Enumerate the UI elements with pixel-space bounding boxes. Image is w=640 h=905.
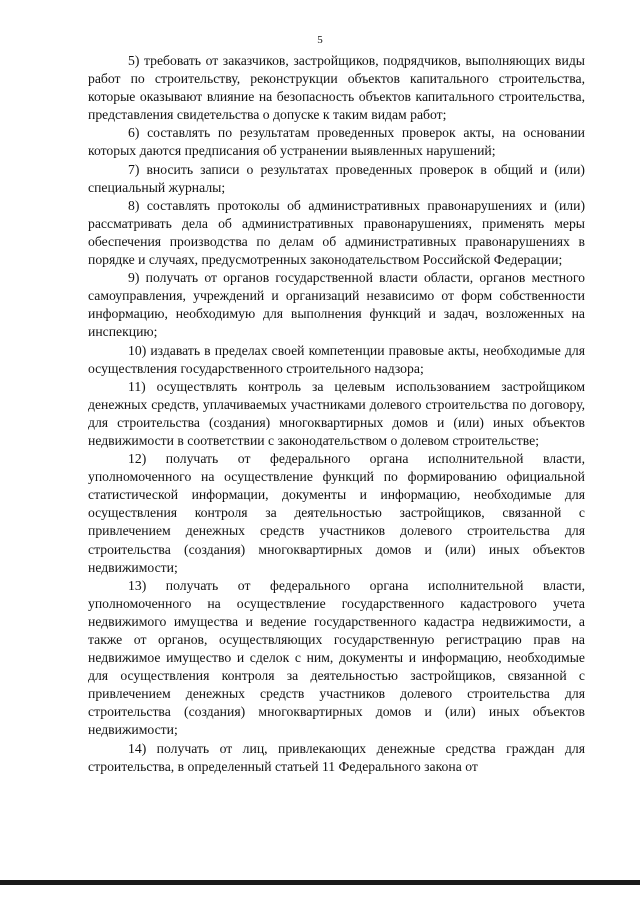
paragraph-item-6: 6) составлять по результатам проведенных проверок акты, на основании которых даются предписания об устранении выявленных нарушений;: [88, 125, 585, 159]
paragraph-item-12: 12) получать от федерального органа исполнительной власти, уполномоченного на осуществление функций по формированию официальной статистической информации, документы и информацию, необходимые для осуществления контроля за деятельностью застройщиков, связанной с привлечением денежных средств участников долевого строительства для строительства (создания) многоквартирных домов и (или) иных объектов недвижимости;: [88, 451, 585, 575]
document-body: [88, 52, 585, 776]
paragraph-item-7: 7) вносить записи о результатах проведенных проверок в общий и (или) специальный журналы;: [88, 161, 585, 195]
paragraph-item-9: 9) получать от органов государственной власти области, органов местного самоуправления, учреждений и организаций независимо от форм собственности информацию, необходимую для выполнения функций и задач, возложенных на инспекцию;: [88, 270, 585, 340]
paragraph-item-5: 5) требовать от заказчиков, застройщиков, подрядчиков, выполняющих виды работ по строительству, реконструкции объектов капитального строительства, которые оказывают влияние на безопасность объектов капитального строительства, представления свидетельства о допуске к таким видам работ;: [88, 53, 585, 123]
paragraph-item-13: 13) получать от федерального органа исполнительной власти, уполномоченного на осуществление государственного кадастрового учета недвижимого имущества и ведение государственного кадастра недвижимости, а также от органов, осуществляющих государственную регистрацию прав на недвижимое имущество и сделок с ним, документы и информацию, необходимые для осуществления контроля за деятельностью застройщиков, связанной с привлечением денежных средств участников долевого строительства для строительства (создания) многоквартирных домов и (или) иных объектов недвижимости;: [88, 577, 585, 738]
paragraph-item-11: 11) осуществлять контроль за целевым использованием застройщиком денежных средств, уплачиваемых участниками долевого строительства по договору, для строительства (создания) многоквартирных домов и (или) иных объектов недвижимости в соответствии с законодательством о долевом строительстве;: [88, 378, 585, 448]
page-number: 5: [317, 34, 323, 46]
paragraph-item-10: 10) издавать в пределах своей компетенции правовые акты, необходимые для осуществления государственного строительного надзора;: [88, 342, 585, 376]
bottom-divider: [0, 880, 640, 885]
paragraph-item-8: 8) составлять протоколы об административных правонарушениях и (или) рассматривать дела об административных правонарушениях, применять меры обеспечения производства по делам об административных правонарушениях в порядке и случаях, предусмотренных законодательством Российской Федерации;: [88, 197, 585, 268]
paragraph-item-14: 14) получать от лиц, привлекающих денежные средства граждан для строительства, в определенный статьей 11 Федерального закона от: [88, 740, 585, 774]
